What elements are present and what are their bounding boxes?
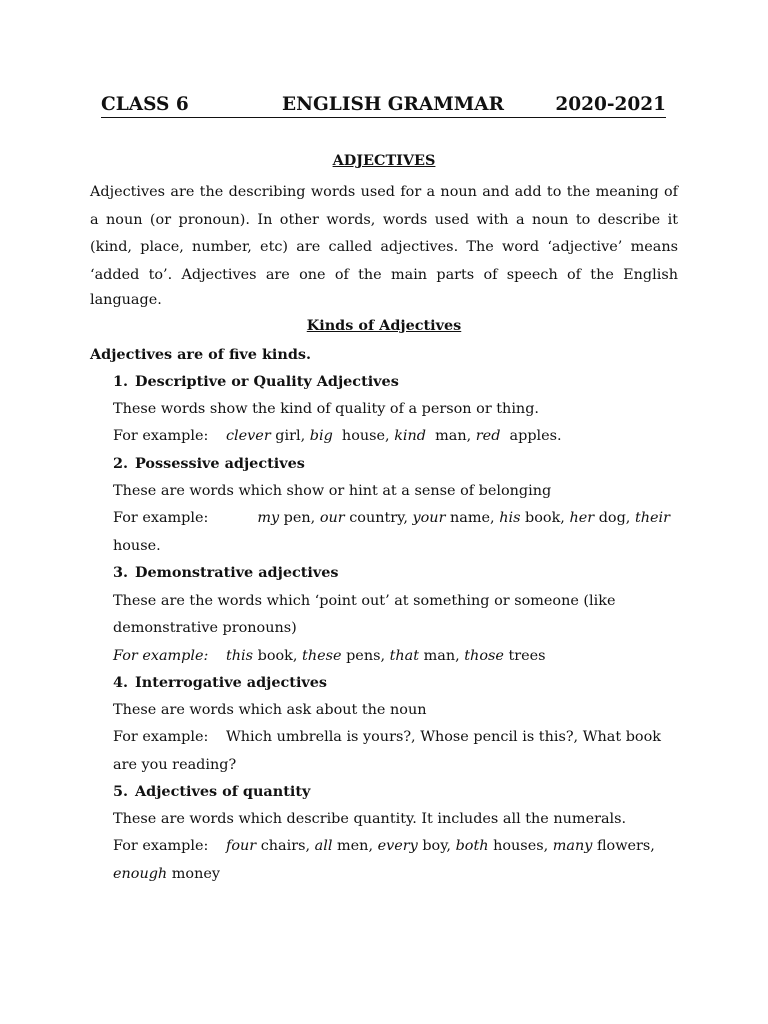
section-description: These are the words which ‘point out’ at something or someone (like bbox=[113, 593, 616, 609]
example-continuation: house. bbox=[113, 538, 161, 554]
example-connector: book, bbox=[253, 648, 303, 664]
example-word: both bbox=[455, 838, 489, 854]
example-connector: money bbox=[167, 866, 221, 882]
example-connector: apples. bbox=[500, 428, 562, 444]
section-number: 4. bbox=[113, 674, 129, 691]
section-title: Possessive adjectives bbox=[135, 455, 305, 472]
example-connector: trees bbox=[503, 648, 546, 664]
example-continuation bbox=[113, 863, 220, 885]
example-word: their bbox=[634, 510, 670, 526]
example-text bbox=[226, 648, 546, 664]
example-connector: man, bbox=[419, 648, 465, 664]
example-connector: pen, bbox=[279, 510, 320, 526]
section-example bbox=[113, 425, 562, 447]
intro-paragraph bbox=[90, 179, 678, 289]
intro-line: ‘added to’. Adjectives are one of the main parts of speech of the English bbox=[90, 266, 678, 283]
section-heading bbox=[113, 562, 338, 584]
example-connector: book, bbox=[520, 510, 570, 526]
section-heading bbox=[113, 371, 399, 393]
section-number: 3. bbox=[113, 564, 129, 581]
section-description: These are words which ask about the noun bbox=[113, 702, 427, 718]
kinds-intro: Adjectives are of five kinds. bbox=[90, 346, 312, 363]
example-word: our bbox=[319, 510, 345, 526]
section-title: Descriptive or Quality Adjectives bbox=[135, 373, 399, 390]
example-word: enough bbox=[113, 866, 168, 882]
example-connector: pens, bbox=[341, 648, 390, 664]
example-text bbox=[226, 428, 562, 444]
intro-line: Adjectives are the describing words used for a noun and add to the meaning of bbox=[90, 184, 678, 200]
section-description: These words show the kind of quality of a person or thing. bbox=[113, 401, 539, 417]
example-label: For example: bbox=[113, 428, 209, 444]
example-word: all bbox=[314, 838, 333, 854]
example-word: four bbox=[226, 838, 257, 854]
example-word: clever bbox=[226, 428, 271, 444]
section-number: 5. bbox=[113, 783, 129, 800]
example-connector: man, bbox=[426, 428, 476, 444]
page-title: ADJECTIVES bbox=[332, 152, 436, 169]
example-text bbox=[257, 507, 670, 529]
example-connector: houses, bbox=[488, 838, 553, 854]
example-word: that bbox=[389, 648, 420, 664]
example-connector: chairs, bbox=[256, 838, 315, 854]
example-label: For example: bbox=[113, 838, 209, 854]
example-word: your bbox=[412, 510, 446, 526]
example-word: red bbox=[475, 428, 501, 444]
subject-label: ENGLISH GRAMMAR bbox=[282, 94, 504, 115]
example-connector: dog, bbox=[594, 510, 635, 526]
section-example bbox=[113, 835, 655, 857]
example-connector: boy, bbox=[417, 838, 456, 854]
kinds-heading: Kinds of Adjectives bbox=[306, 317, 462, 334]
example-label: For example: bbox=[113, 729, 209, 745]
section-example bbox=[113, 507, 670, 529]
section-example bbox=[113, 726, 661, 748]
document-header bbox=[101, 92, 666, 118]
section-number: 2. bbox=[113, 455, 129, 472]
section-description: demonstrative pronouns) bbox=[113, 620, 297, 636]
example-word: big bbox=[309, 428, 333, 444]
section-heading bbox=[113, 781, 310, 803]
example-text: Which umbrella is yours?, Whose pencil is this?, What book bbox=[226, 729, 661, 745]
example-word: those bbox=[464, 648, 504, 664]
example-connector: flowers, bbox=[592, 838, 655, 854]
intro-line: (kind, place, number, etc) are called adjectives. The word ‘adjective’ means bbox=[90, 239, 678, 255]
section-title: Adjectives of quantity bbox=[135, 783, 311, 800]
example-word: many bbox=[552, 838, 593, 854]
class-label: CLASS 6 bbox=[101, 94, 189, 115]
example-connector: girl, bbox=[270, 428, 310, 444]
example-continuation: are you reading? bbox=[113, 757, 237, 773]
section-heading bbox=[113, 453, 305, 475]
example-word: every bbox=[377, 838, 418, 854]
example-connector: country, bbox=[344, 510, 413, 526]
example-word: this bbox=[226, 648, 254, 664]
intro-last-line: language. bbox=[90, 292, 162, 308]
section-number: 1. bbox=[113, 373, 129, 390]
example-word: his bbox=[499, 510, 521, 526]
example-word: her bbox=[569, 510, 595, 526]
example-connector: name, bbox=[445, 510, 500, 526]
section-example bbox=[113, 645, 546, 667]
example-word: these bbox=[302, 648, 342, 664]
section-title: Demonstrative adjectives bbox=[135, 564, 339, 581]
section-description: These are words which show or hint at a sense of belonging bbox=[113, 483, 552, 499]
example-text bbox=[226, 838, 655, 854]
example-text bbox=[113, 866, 220, 882]
year-label: 2020-2021 bbox=[555, 94, 666, 115]
section-title: Interrogative adjectives bbox=[135, 674, 328, 691]
example-label: For example: bbox=[113, 510, 209, 526]
example-connector: house, bbox=[332, 428, 395, 444]
example-word: my bbox=[257, 510, 280, 526]
example-connector: men, bbox=[332, 838, 378, 854]
example-label: For example: bbox=[113, 648, 209, 664]
section-description: These are words which describe quantity. It includes all the numerals. bbox=[113, 811, 627, 827]
intro-line: a noun (or pronoun). In other words, words used with a noun to describe it bbox=[90, 211, 678, 228]
section-heading bbox=[113, 672, 327, 694]
example-word: kind bbox=[394, 428, 426, 444]
